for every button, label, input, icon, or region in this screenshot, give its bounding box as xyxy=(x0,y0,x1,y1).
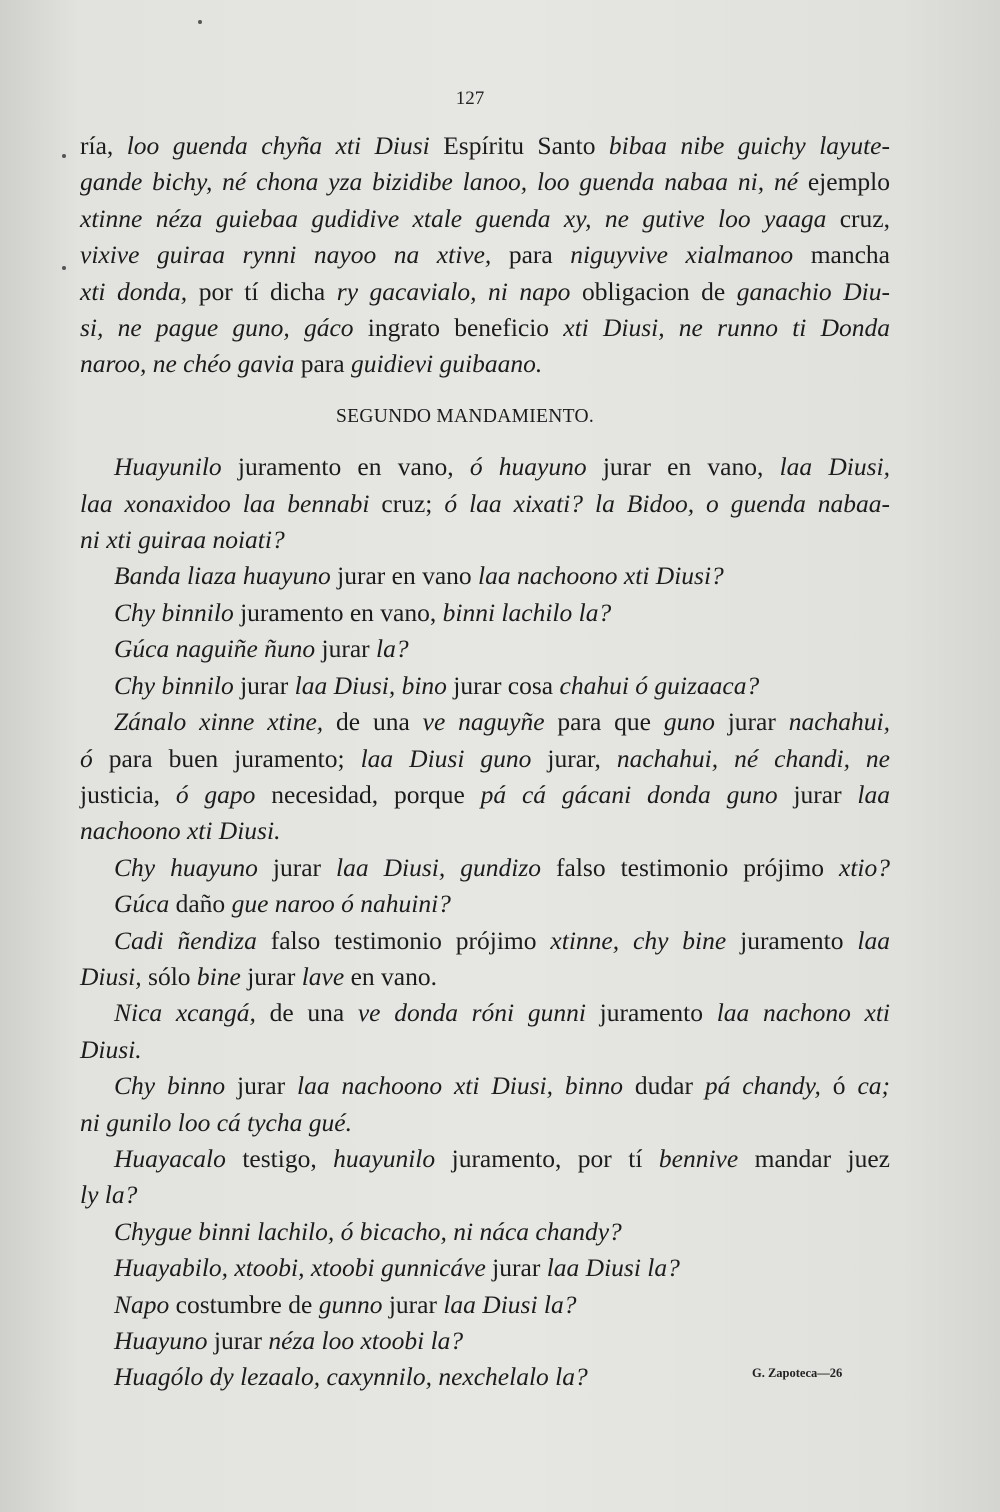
zapotec-italic-text: ca; xyxy=(857,1071,891,1101)
spanish-text: dudar xyxy=(623,1071,705,1101)
zapotec-italic-text: Chygue binni lachilo, ó bicacho, ni náca chandy? xyxy=(114,1216,622,1246)
zapotec-italic-text: gunno xyxy=(318,1289,383,1319)
spanish-text: jurar xyxy=(315,634,377,664)
zapotec-italic-text: bennive xyxy=(658,1143,739,1173)
text-line xyxy=(80,346,890,382)
zapotec-italic-text: ó gapo xyxy=(175,779,256,809)
text-line xyxy=(80,813,890,849)
zapotec-italic-text: laa Diusi, gundizo xyxy=(336,852,542,882)
zapotec-italic-text: Gúca xyxy=(114,889,170,919)
spanish-text: para buen juramento; xyxy=(92,743,361,773)
spanish-text: falso testimonio prójimo xyxy=(256,925,551,955)
zapotec-italic-text: Huayunilo xyxy=(114,452,222,482)
zapotec-italic-text: Chy binno xyxy=(114,1071,226,1101)
text-line xyxy=(80,850,890,886)
zapotec-italic-text: laa nachoono xti Diusi, binno xyxy=(297,1071,624,1101)
text-line xyxy=(80,923,890,959)
text-line xyxy=(80,164,890,200)
text-line xyxy=(80,886,890,922)
zapotec-italic-text: ó xyxy=(80,743,93,773)
zapotec-italic-text: niguyvive xialmanoo xyxy=(570,240,794,270)
spanish-text: mancha xyxy=(793,240,890,270)
zapotec-italic-text: lave xyxy=(301,961,345,991)
zapotec-italic-text: xtinne néza guiebaa gudidive xtale guenda xy, ne gutive loo yaaga xyxy=(80,203,827,233)
spanish-text: mandar juez xyxy=(738,1143,890,1173)
spanish-text: sólo xyxy=(141,961,197,991)
page-number: 127 xyxy=(455,88,485,109)
spanish-text: jurar xyxy=(382,1289,444,1319)
spanish-text: jurar xyxy=(240,961,302,991)
zapotec-italic-text: huayunilo xyxy=(333,1143,436,1173)
zapotec-italic-text: gue naroo ó nahuini? xyxy=(231,889,451,919)
zapotec-italic-text: Huayuno xyxy=(114,1326,208,1355)
zapotec-italic-text: vixive guiraa rynni nayoo na xtive, xyxy=(80,240,492,270)
zapotec-italic-text: xtinne, chy bine xyxy=(550,925,727,955)
spanish-text: juramento, por tí xyxy=(435,1143,659,1173)
spanish-text: falso testimonio prójimo xyxy=(541,852,840,882)
spanish-text: jurar, xyxy=(531,743,617,773)
text-line xyxy=(80,1323,890,1359)
zapotec-italic-text: bibaa nibe guichy layute- xyxy=(608,131,890,160)
spanish-text: jurar xyxy=(225,1071,298,1101)
zapotec-italic-text: laa xyxy=(857,925,890,955)
zapotec-italic-text: Cadi ñendiza xyxy=(114,925,257,955)
zapotec-italic-text: xti Diusi, ne runno ti Donda xyxy=(563,313,890,343)
spanish-text: jurar xyxy=(233,670,295,700)
text-line xyxy=(80,959,890,995)
spanish-text: ingrato beneficio xyxy=(353,313,564,343)
text-line xyxy=(80,741,890,777)
spanish-text: ejemplo xyxy=(798,167,890,197)
zapotec-italic-text: laa Diusi la? xyxy=(546,1253,680,1283)
text-line xyxy=(80,128,890,164)
zapotec-italic-text: laa xonaxidoo laa bennabi xyxy=(80,488,370,518)
text-line xyxy=(80,522,890,558)
zapotec-italic-text: xtio? xyxy=(839,852,891,882)
zapotec-italic-text: Huayabilo, xtoobi, xtoobi gunnicáve xyxy=(114,1253,486,1283)
zapotec-italic-text: nachahui, né chandi, ne xyxy=(616,743,890,773)
spanish-text: jurar xyxy=(714,707,789,737)
zapotec-italic-text: naroo, ne chéo gavia xyxy=(80,349,295,379)
body-text xyxy=(80,128,890,1396)
zapotec-italic-text: guidievi guibaano. xyxy=(350,349,543,379)
zapotec-italic-text: laa Diusi la? xyxy=(443,1289,577,1319)
zapotec-italic-text: Diusi, xyxy=(80,961,142,991)
paragraph-commandment xyxy=(80,449,890,1396)
text-line xyxy=(80,595,890,631)
spanish-text: cruz; xyxy=(369,488,445,518)
zapotec-italic-text: ó laa xixati? la Bidoo, o guenda nabaa- xyxy=(444,488,891,518)
spanish-text: jurar xyxy=(777,779,858,809)
spanish-text: juramento xyxy=(726,925,858,955)
zapotec-italic-text: Huayacalo xyxy=(114,1143,226,1173)
page-speck xyxy=(198,20,202,24)
zapotec-italic-text: si, ne pague guno, gáco xyxy=(80,313,354,343)
text-line xyxy=(80,201,890,237)
zapotec-italic-text: ly la? xyxy=(80,1180,138,1210)
text-line xyxy=(80,1214,890,1250)
zapotec-italic-text: loo guenda chyña xti Diusi xyxy=(126,131,430,160)
spanish-text: justicia, xyxy=(80,779,176,809)
text-line xyxy=(80,449,890,485)
spanish-text: para que xyxy=(544,707,664,737)
text-line xyxy=(80,1287,890,1323)
spanish-text: cruz, xyxy=(826,203,890,233)
page-speck xyxy=(62,266,66,270)
zapotec-italic-text: Zánalo xinne xtine, xyxy=(114,707,324,737)
text-line xyxy=(80,310,890,346)
text-line xyxy=(80,558,890,594)
text-line xyxy=(80,1032,890,1068)
spanish-text: jurar xyxy=(207,1326,269,1355)
zapotec-italic-text: laa xyxy=(857,779,891,809)
spanish-text: costumbre de xyxy=(169,1289,319,1319)
spanish-text: jurar xyxy=(257,852,337,882)
spanish-text: jurar en vano, xyxy=(586,452,780,482)
spanish-text: juramento xyxy=(585,998,717,1028)
zapotec-italic-text: ni xti guiraa noiati? xyxy=(80,525,285,555)
spanish-text: juramento en vano, xyxy=(221,452,470,482)
text-line xyxy=(80,1068,890,1104)
spanish-text: jurar en vano xyxy=(330,561,479,591)
zapotec-italic-text: pá chandy, xyxy=(704,1071,821,1101)
text-line xyxy=(80,274,890,310)
zapotec-italic-text: ganachio Diu- xyxy=(736,276,890,306)
spanish-text: ó xyxy=(820,1071,858,1101)
zapotec-italic-text: Gúca naguiñe ñuno xyxy=(114,634,316,664)
zapotec-italic-text: Nica xcangá, xyxy=(114,998,256,1028)
zapotec-italic-text: laa nachoono xti Diusi? xyxy=(478,561,724,591)
page-speck xyxy=(62,154,66,158)
zapotec-italic-text: ni gunilo loo cá tycha gué. xyxy=(80,1107,352,1137)
zapotec-italic-text: Huagólo dy lezaalo, caxynnilo, nexchelalo la? xyxy=(114,1362,588,1392)
zapotec-italic-text: Diusi. xyxy=(80,1034,142,1064)
zapotec-italic-text: nachahui, xyxy=(788,707,890,737)
spanish-text: obligacion de xyxy=(570,276,737,306)
paragraph-intro xyxy=(80,128,890,383)
zapotec-italic-text: la? xyxy=(376,634,409,664)
spanish-text: ría, xyxy=(80,131,127,160)
text-line xyxy=(80,486,890,522)
zapotec-italic-text: chahui ó guizaaca? xyxy=(559,670,760,700)
zapotec-italic-text: Chy binnilo xyxy=(114,670,234,700)
zapotec-italic-text: xti donda, xyxy=(80,276,188,306)
zapotec-italic-text: Chy binnilo xyxy=(114,597,234,627)
printer-signature: G. Zapoteca—26 xyxy=(752,1366,843,1380)
text-line xyxy=(80,668,890,704)
text-line xyxy=(80,704,890,740)
zapotec-italic-text: gande bichy, né chona yza bizidibe lanoo, loo guenda nabaa ni, né xyxy=(80,167,799,197)
zapotec-italic-text: Napo xyxy=(114,1289,170,1319)
zapotec-italic-text: nachoono xti Diusi. xyxy=(80,816,281,846)
zapotec-italic-text: Chy huayuno xyxy=(114,852,258,882)
spanish-text: testigo, xyxy=(225,1143,334,1173)
zapotec-italic-text: ó huayuno xyxy=(469,452,587,482)
text-line xyxy=(80,995,890,1031)
zapotec-italic-text: néza loo xtoobi la? xyxy=(268,1326,464,1355)
spanish-text: jurar xyxy=(485,1253,547,1283)
spanish-text: Espíritu Santo xyxy=(429,131,609,160)
spanish-text: de una xyxy=(323,707,423,737)
zapotec-italic-text: laa Diusi, xyxy=(779,452,890,482)
zapotec-italic-text: binni lachilo la? xyxy=(442,597,612,627)
zapotec-italic-text: laa nachono xti xyxy=(716,998,891,1028)
zapotec-italic-text: ve donda róni gunni xyxy=(357,998,586,1028)
spanish-text: de una xyxy=(255,998,358,1028)
text-line xyxy=(80,631,890,667)
spanish-text: juramento en vano, xyxy=(233,597,443,627)
zapotec-italic-text: laa Diusi guno xyxy=(360,743,532,773)
zapotec-italic-text: ry gacavialo, ni napo xyxy=(336,276,571,306)
spanish-text: por tí dicha xyxy=(187,276,337,306)
text-line xyxy=(80,1141,890,1177)
text-line xyxy=(80,1105,890,1141)
spanish-text: para xyxy=(294,349,351,379)
text-line xyxy=(80,1177,890,1213)
zapotec-italic-text: laa Diusi, bino xyxy=(294,670,447,700)
text-line xyxy=(80,777,890,813)
zapotec-italic-text: bine xyxy=(196,961,241,991)
zapotec-italic-text: pá cá gácani donda guno xyxy=(480,779,778,809)
text-line xyxy=(80,237,890,273)
spanish-text: daño xyxy=(169,889,232,919)
zapotec-italic-text: ve naguyñe xyxy=(422,707,545,737)
text-line xyxy=(80,1250,890,1286)
spanish-text: necesidad, porque xyxy=(255,779,481,809)
spanish-text: en vano. xyxy=(344,961,437,991)
zapotec-italic-text: Banda liaza huayuno xyxy=(114,561,331,591)
spanish-text: jurar cosa xyxy=(446,670,560,700)
section-heading: SEGUNDO MANDAMIENTO. xyxy=(335,405,595,427)
spanish-text: para xyxy=(491,240,571,270)
zapotec-italic-text: guno xyxy=(663,707,715,737)
